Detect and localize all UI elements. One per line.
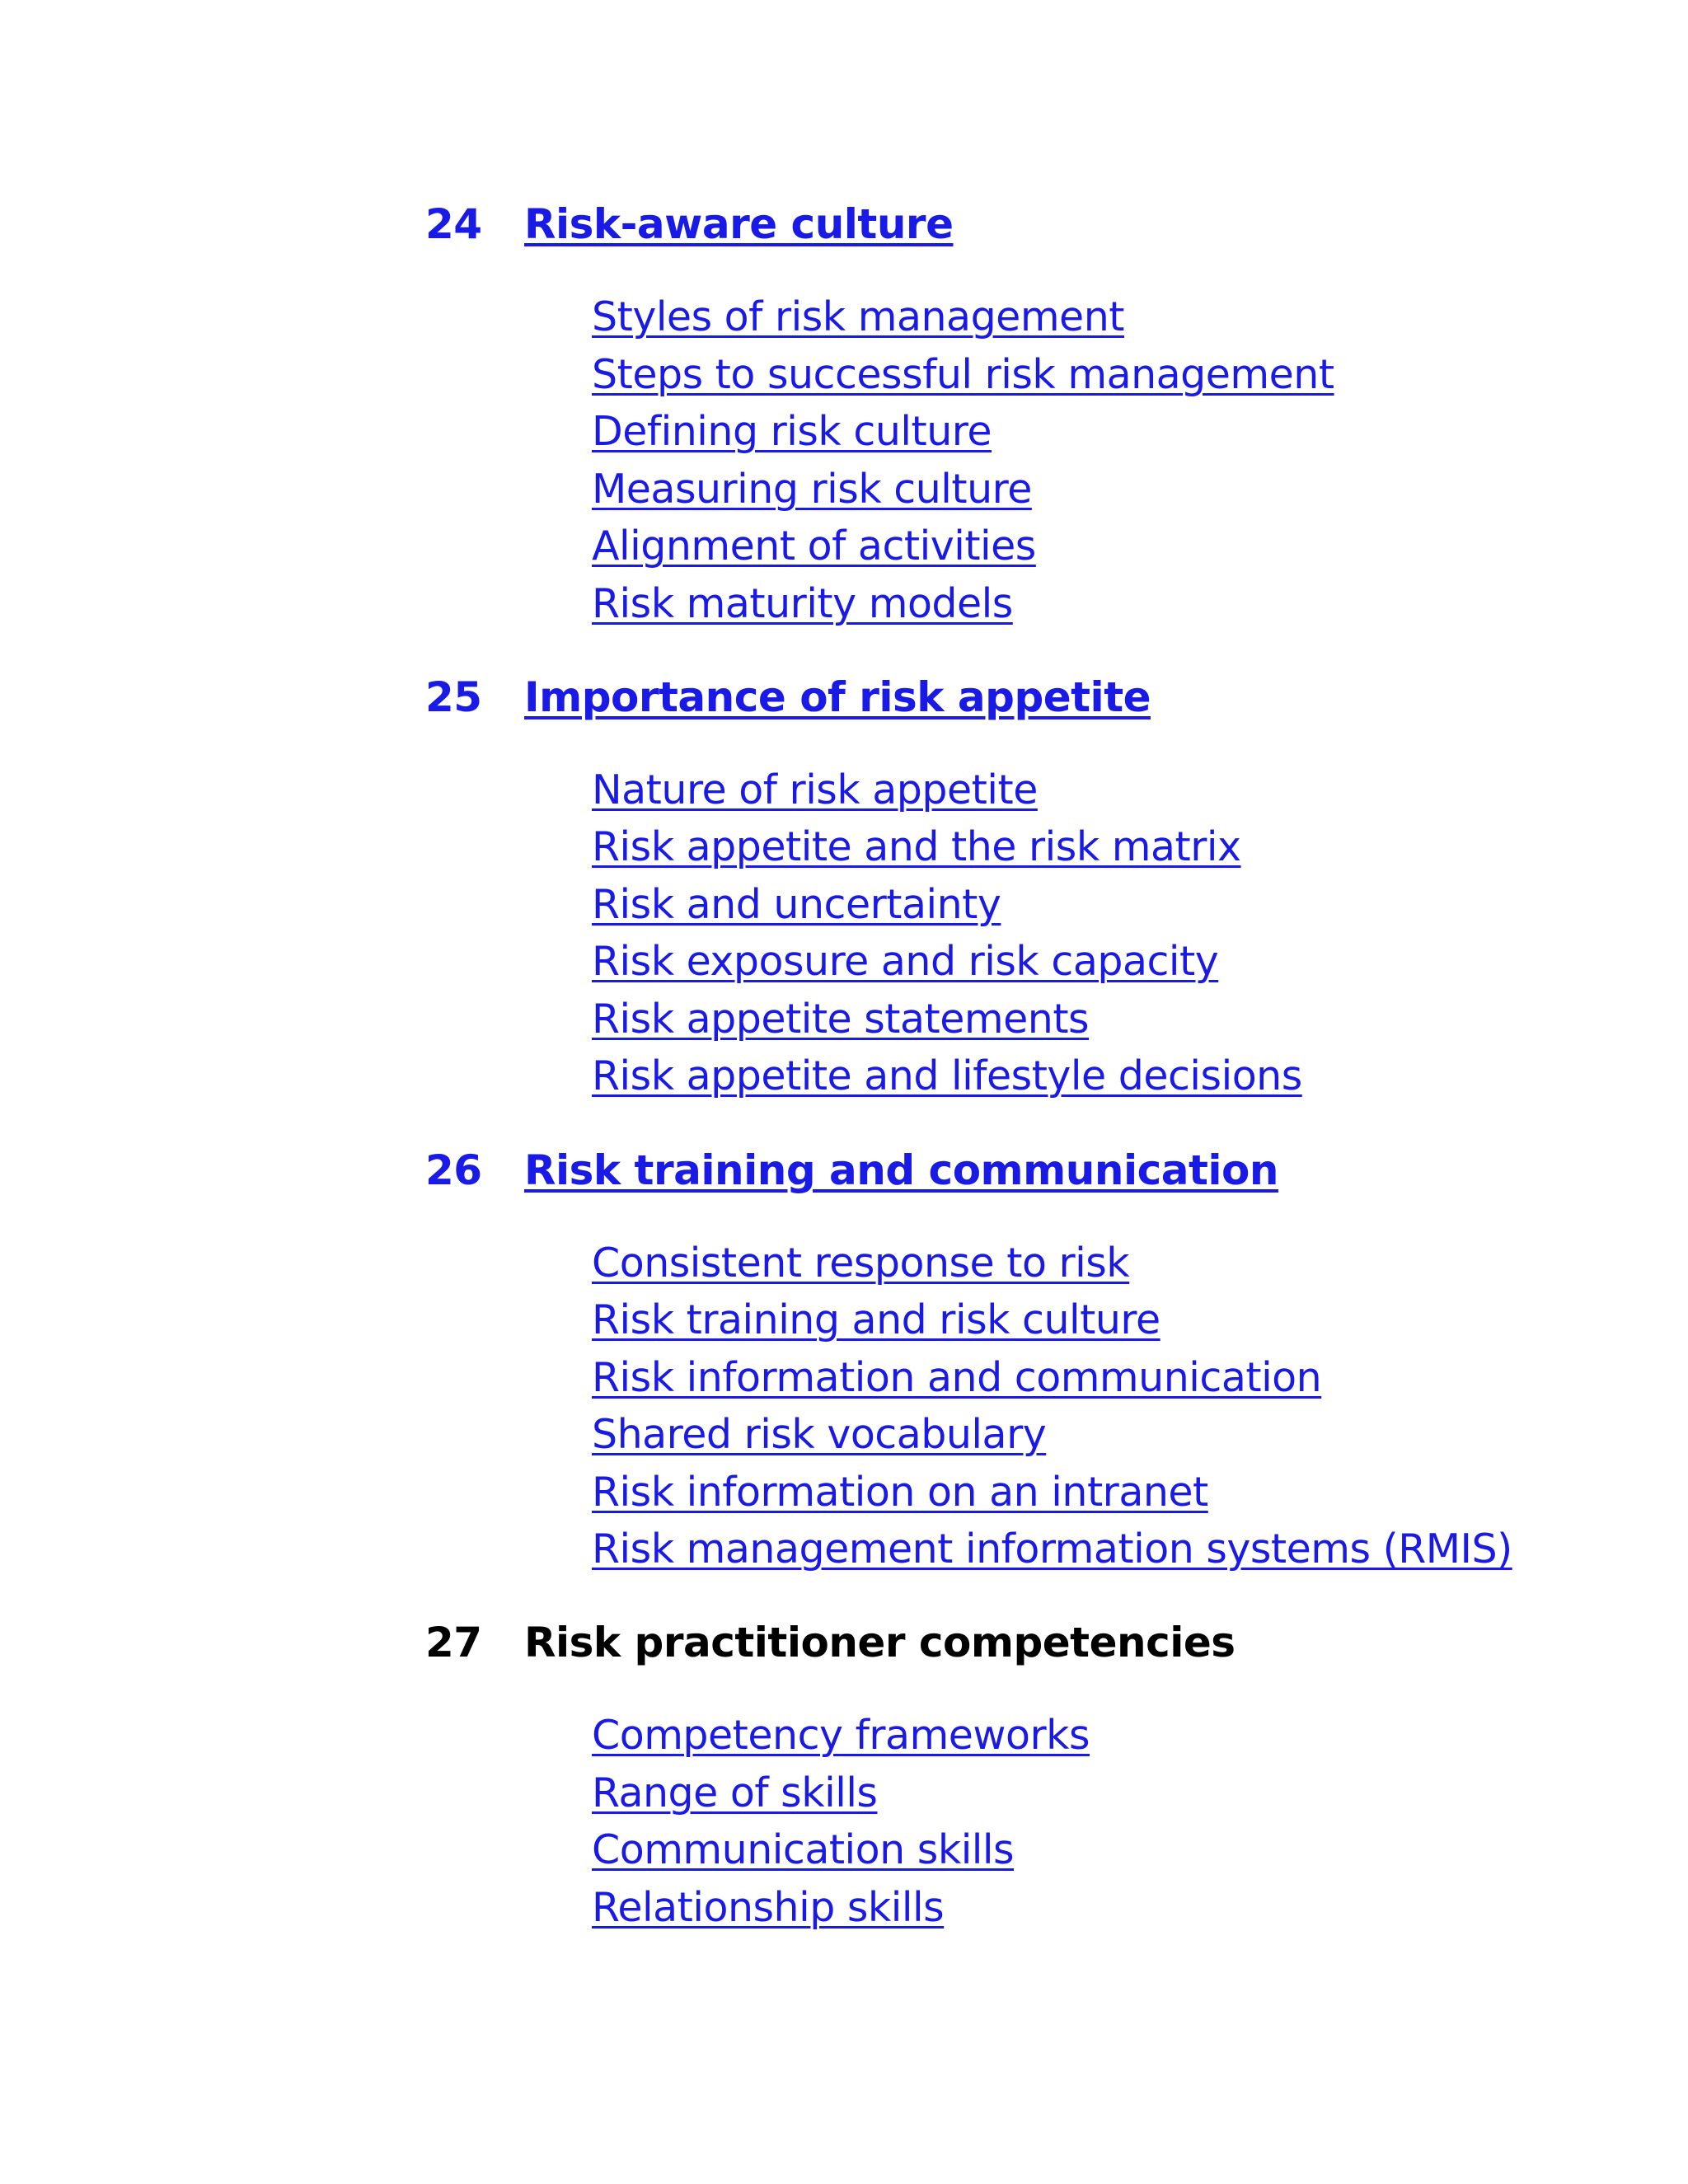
chapter-24-link[interactable] [425,199,954,249]
section-link[interactable]: Consistent response to risk [592,1240,1130,1286]
section-link[interactable]: Risk appetite and the risk matrix [592,823,1241,870]
chapter-title: Risk-aware culture [524,200,954,248]
chapter-27-heading [425,1618,1236,1667]
section-link[interactable]: Relationship skills [592,1884,945,1931]
section-link[interactable]: Measuring risk culture [592,466,1032,513]
chapter-title: Risk practitioner competencies [524,1619,1236,1666]
chapter-number: 24 [425,200,482,248]
section-link[interactable]: Risk management information systems (RMIS) [592,1526,1512,1572]
section-link[interactable]: Nature of risk appetite [592,766,1038,813]
section-link[interactable]: Risk training and risk culture [592,1296,1160,1343]
section-link[interactable]: Risk maturity models [592,580,1013,627]
section-link[interactable]: Shared risk vocabulary [592,1411,1047,1458]
chapter-26-link[interactable] [425,1146,1278,1195]
section-link[interactable]: Risk appetite statements [592,996,1090,1043]
chapter-25-link[interactable] [425,673,1151,722]
section-link[interactable]: Styles of risk management [592,293,1124,340]
section-link[interactable]: Range of skills [592,1769,878,1816]
section-link[interactable]: Risk appetite and lifestyle decisions [592,1052,1302,1099]
chapter-title: Risk training and communication [524,1146,1278,1194]
chapter-number: 27 [425,1619,482,1666]
section-link[interactable]: Alignment of activities [592,523,1036,569]
section-link[interactable]: Risk and uncertainty [592,881,1001,928]
chapter-number: 26 [425,1146,482,1194]
section-link[interactable]: Risk information on an intranet [592,1469,1208,1516]
section-link[interactable]: Risk exposure and risk capacity [592,938,1219,985]
section-link[interactable]: Defining risk culture [592,408,992,455]
section-link[interactable]: Steps to successful risk management [592,351,1334,398]
section-link[interactable]: Risk information and communication [592,1354,1322,1401]
chapter-title: Importance of risk appetite [524,673,1151,721]
chapter-number: 25 [425,673,482,721]
section-link[interactable]: Communication skills [592,1826,1015,1873]
section-link[interactable]: Competency frameworks [592,1712,1090,1759]
